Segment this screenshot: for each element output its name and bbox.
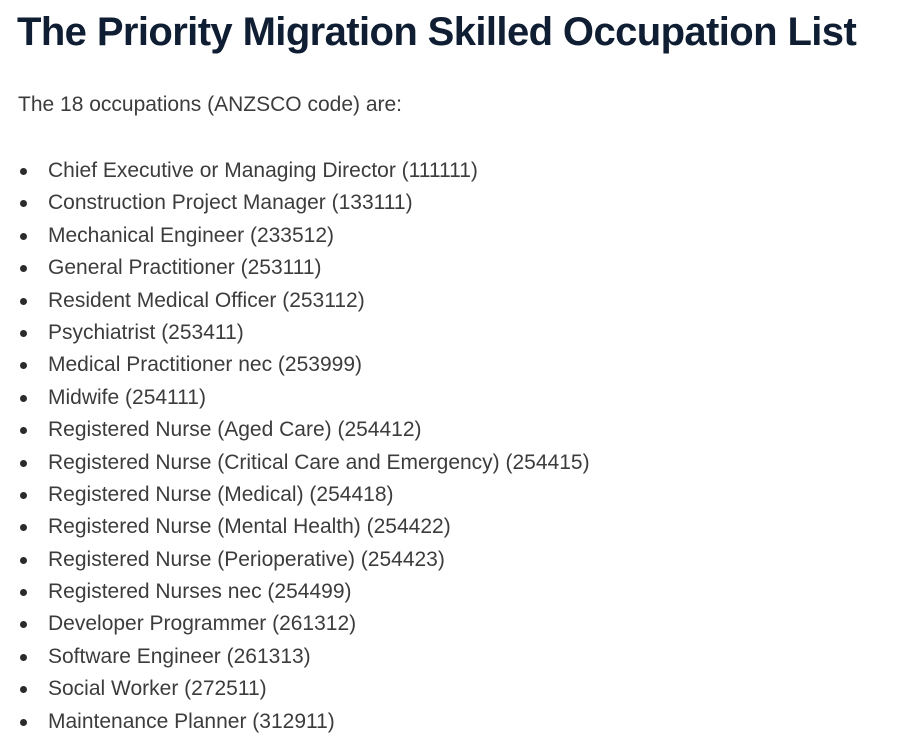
list-item — [0, 479, 590, 511]
bullet-icon — [20, 395, 27, 402]
list-item — [0, 220, 590, 252]
list-item — [0, 187, 590, 219]
occupation-label: Registered Nurse (Medical) (254418) — [48, 482, 394, 506]
bullet-icon — [20, 557, 27, 564]
intro-text: The 18 occupations (ANZSCO code) are: — [18, 93, 403, 116]
occupation-label: General Practitioner (253111) — [48, 256, 322, 280]
bullet-icon — [20, 589, 27, 596]
occupation-label: Mechanical Engineer (233512) — [48, 223, 335, 247]
list-item — [0, 576, 590, 608]
list-item — [0, 285, 590, 317]
page-title: The Priority Migration Skilled Occupation List — [17, 10, 857, 54]
occupation-label: Registered Nurse (Critical Care and Emergency) (254415) — [48, 450, 590, 474]
list-item — [0, 511, 590, 543]
occupation-label: Registered Nurse (Aged Care) (254412) — [48, 418, 422, 442]
occupation-label: Maintenance Planner (312911) — [48, 709, 335, 733]
occupation-label: Psychiatrist (253411) — [48, 320, 244, 344]
list-item — [0, 317, 590, 349]
list-item — [0, 382, 590, 414]
occupation-label: Medical Practitioner nec (253999) — [48, 353, 362, 377]
bullet-icon — [20, 719, 27, 726]
list-item — [0, 608, 590, 640]
occupation-label: Social Worker (272511) — [48, 677, 267, 701]
bullet-icon — [20, 200, 27, 207]
list-item — [0, 706, 590, 738]
occupation-label: Registered Nurse (Perioperative) (254423) — [48, 547, 445, 571]
bullet-icon — [20, 654, 27, 661]
bullet-icon — [20, 492, 27, 499]
list-item — [0, 447, 590, 479]
occupation-label: Software Engineer (261313) — [48, 644, 311, 668]
occupation-label: Midwife (254111) — [48, 385, 206, 409]
bullet-icon — [20, 233, 27, 240]
bullet-icon — [20, 427, 27, 434]
occupation-label: Registered Nurses nec (254499) — [48, 580, 352, 604]
list-item — [0, 544, 590, 576]
bullet-icon — [20, 686, 27, 693]
occupation-label: Resident Medical Officer (253112) — [48, 288, 365, 312]
occupation-list — [0, 155, 590, 738]
occupation-label: Chief Executive or Managing Director (111111) — [48, 159, 478, 182]
bullet-icon — [20, 330, 27, 337]
list-item — [0, 414, 590, 446]
bullet-icon — [20, 524, 27, 531]
occupation-label: Construction Project Manager (133111) — [48, 191, 413, 215]
occupation-label: Developer Programmer (261312) — [48, 612, 357, 636]
bullet-icon — [20, 298, 27, 305]
bullet-icon — [20, 621, 27, 628]
list-item — [0, 155, 590, 187]
bullet-icon — [20, 168, 27, 175]
occupation-label: Registered Nurse (Mental Health) (254422) — [48, 515, 451, 539]
list-item — [0, 641, 590, 673]
list-item — [0, 252, 590, 284]
list-item — [0, 673, 590, 705]
bullet-icon — [20, 362, 27, 369]
list-item — [0, 349, 590, 381]
bullet-icon — [20, 460, 27, 467]
bullet-icon — [20, 265, 27, 272]
